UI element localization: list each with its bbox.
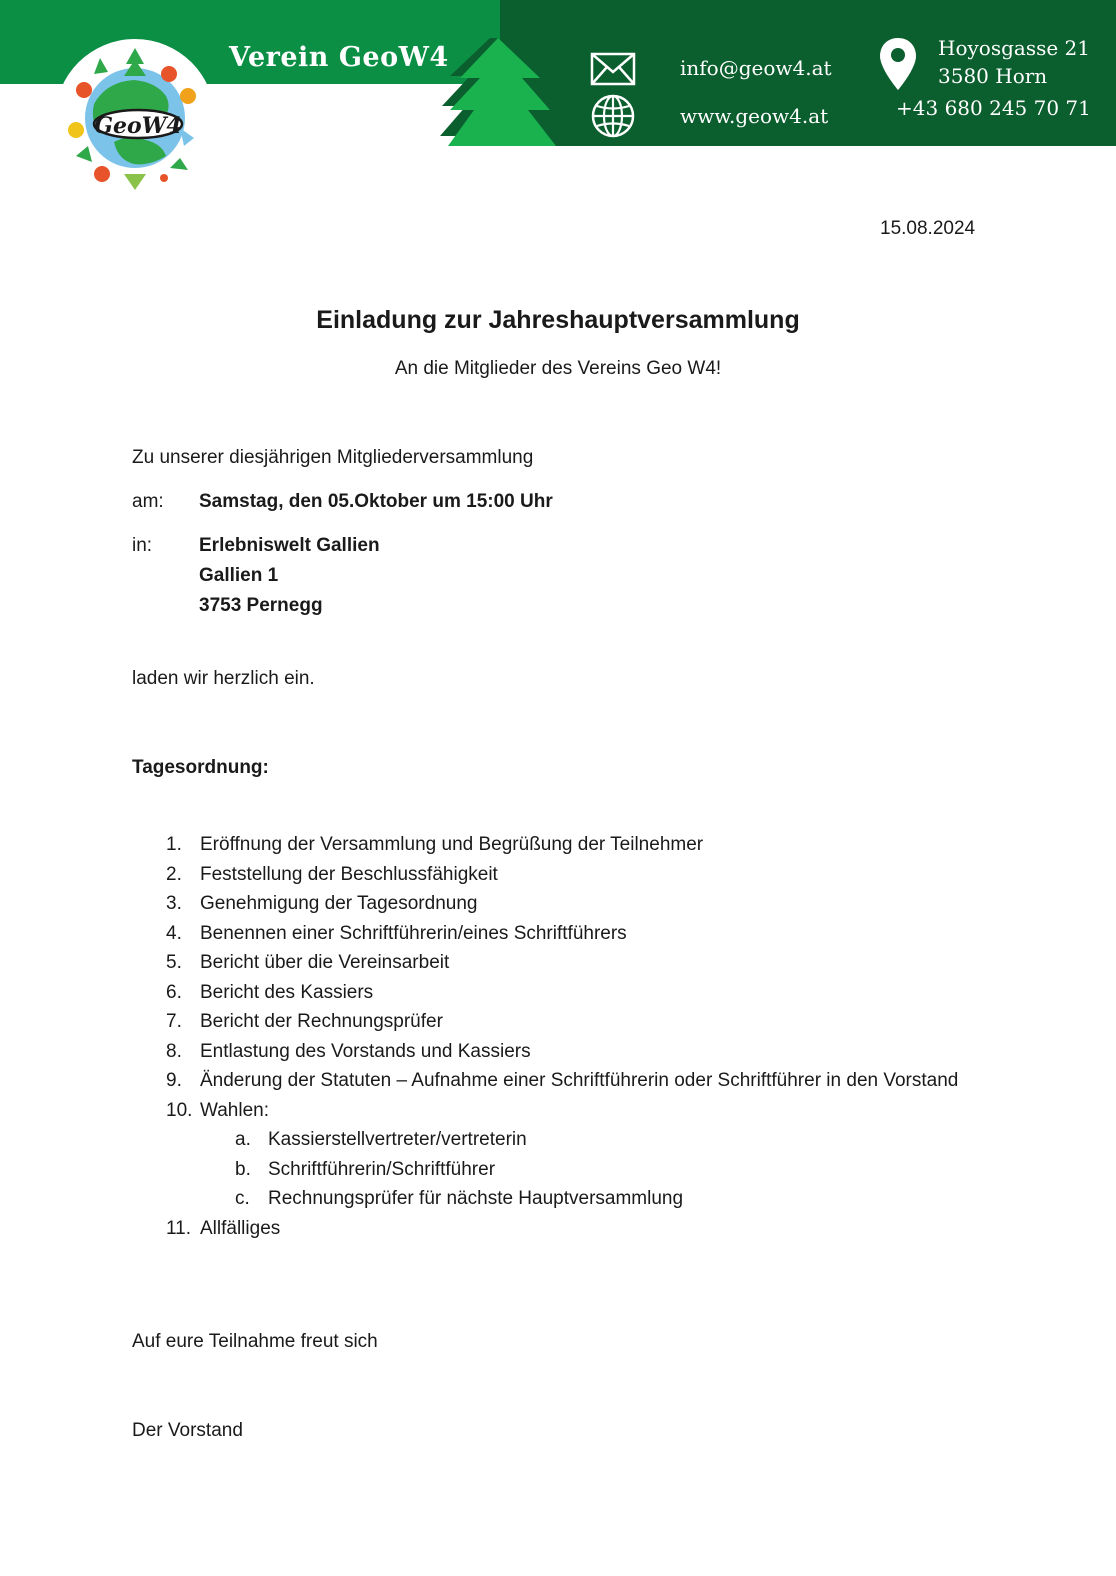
agenda-item bbox=[132, 978, 1000, 1008]
where-label: in: bbox=[132, 535, 153, 556]
logo-text: GeoW4 bbox=[94, 113, 182, 139]
agenda-text: Wahlen: bbox=[200, 1099, 269, 1121]
agenda-number: 5. bbox=[166, 952, 182, 973]
agenda-text: Bericht des Kassiers bbox=[200, 981, 374, 1003]
geow4-logo bbox=[54, 38, 216, 200]
letter-signature: Der Vorstand bbox=[132, 1420, 243, 1441]
agenda-item bbox=[132, 1214, 1000, 1244]
agenda-item bbox=[132, 889, 1000, 919]
agenda-number: 9. bbox=[166, 1070, 182, 1091]
agenda-text: Änderung der Statuten – Aufnahme einer Schriftführerin oder Schriftführer in den Vorstand bbox=[200, 1070, 959, 1091]
letter-subtitle: An die Mitglieder des Vereins Geo W4! bbox=[394, 358, 722, 379]
agenda-item bbox=[132, 1066, 960, 1096]
election-letter: b. bbox=[235, 1158, 251, 1180]
agenda-number: 8. bbox=[166, 1040, 182, 1062]
venue-city: 3753 Pernegg bbox=[199, 595, 323, 616]
letter-closing: Auf eure Teilnahme freut sich bbox=[132, 1331, 378, 1352]
election-text: Rechnungsprüfer für nächste Hauptversammlung bbox=[268, 1188, 684, 1209]
agenda-list bbox=[132, 830, 1068, 1243]
when-value: Samstag, den 05.Oktober um 15:00 Uhr bbox=[199, 491, 553, 512]
location-pin-icon bbox=[878, 36, 918, 92]
agenda-text: Bericht über die Vereinsarbeit bbox=[200, 952, 450, 973]
agenda-heading: Tagesordnung: bbox=[132, 757, 269, 778]
agenda-item bbox=[132, 860, 1000, 890]
agenda-text: Entlastung des Vorstands und Kassiers bbox=[200, 1040, 531, 1062]
agenda-item bbox=[132, 919, 1000, 949]
agenda-number: 6. bbox=[166, 981, 182, 1003]
org-name: Verein GeoW4 bbox=[229, 42, 449, 73]
globe-icon[interactable] bbox=[590, 94, 636, 138]
page-title: Einladung zur Jahreshauptversammlung bbox=[316, 306, 800, 334]
election-letter: a. bbox=[235, 1129, 251, 1150]
agenda-item bbox=[132, 1007, 1000, 1037]
agenda-text: Feststellung der Beschlussfähigkeit bbox=[200, 863, 498, 885]
election-text: Schriftführerin/Schriftführer bbox=[268, 1158, 496, 1180]
agenda-number: 10. bbox=[166, 1099, 193, 1121]
address-street: Hoyosgasse 21 bbox=[938, 36, 1090, 60]
agenda-number: 1. bbox=[166, 834, 182, 855]
election-letter: c. bbox=[235, 1188, 250, 1209]
agenda-text: Bericht der Rechnungsprüfer bbox=[200, 1011, 443, 1032]
agenda-number: 4. bbox=[166, 922, 182, 944]
agenda-item bbox=[132, 1096, 1000, 1126]
letter-intro: Zu unserer diesjährigen Mitgliederversammlung bbox=[132, 447, 534, 468]
agenda-text: Allfälliges bbox=[200, 1217, 281, 1239]
election-item bbox=[132, 1125, 1068, 1155]
letter-date: 15.08.2024 bbox=[880, 218, 976, 239]
letter-invite: laden wir herzlich ein. bbox=[132, 668, 315, 689]
election-item bbox=[132, 1184, 1068, 1214]
agenda-item bbox=[132, 1037, 1000, 1067]
agenda-text: Benennen einer Schriftführerin/eines Schriftführers bbox=[200, 922, 627, 944]
agenda-text: Eröffnung der Versammlung und Begrüßung der Teilnehmer bbox=[200, 834, 704, 855]
website-link[interactable]: www.geow4.at bbox=[680, 104, 829, 128]
address-city: 3580 Horn bbox=[938, 64, 1048, 88]
agenda-number: 7. bbox=[166, 1011, 182, 1032]
phone-number: +43 680 245 70 71 bbox=[896, 96, 1091, 120]
mail-icon[interactable] bbox=[590, 52, 636, 86]
venue-name: Erlebniswelt Gallien bbox=[199, 535, 380, 556]
agenda-text: Genehmigung der Tagesordnung bbox=[200, 893, 478, 914]
agenda-number: 3. bbox=[166, 893, 182, 914]
agenda-number: 2. bbox=[166, 863, 182, 885]
tree-icon bbox=[440, 36, 570, 148]
when-label: am: bbox=[132, 491, 164, 512]
election-item bbox=[132, 1155, 1068, 1185]
agenda-number: 11. bbox=[166, 1217, 192, 1239]
email-link[interactable]: info@geow4.at bbox=[680, 56, 832, 80]
election-text: Kassierstellvertreter/vertreterin bbox=[268, 1129, 527, 1150]
agenda-item bbox=[132, 830, 1000, 860]
venue-street: Gallien 1 bbox=[199, 565, 279, 586]
agenda-item bbox=[132, 948, 1000, 978]
